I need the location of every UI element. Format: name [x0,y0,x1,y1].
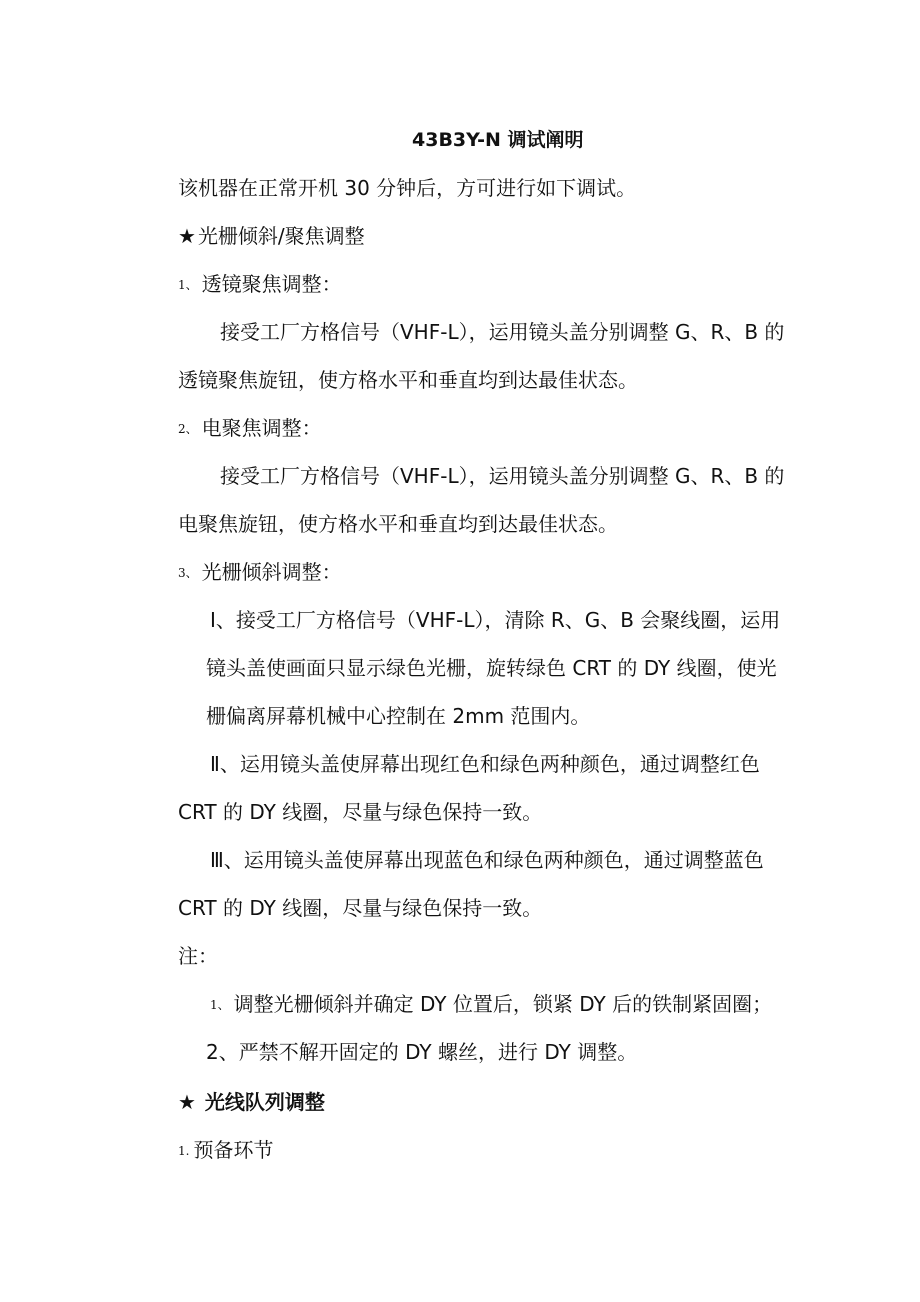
item2-body-line1: 接受工厂方格信号（VHF-L），运用镜头盖分别调整 G、R、B 的 [220,464,785,488]
item-title: 电聚焦调整： [201,416,322,440]
item-number: 3、 [178,566,198,580]
section1-heading [178,222,365,250]
section2-heading [178,1088,325,1116]
section2-item1 [178,1136,273,1165]
item1-heading [178,270,342,299]
intro-paragraph: 该机器在正常开机 30 分钟后，方可进行如下调试。 [178,176,637,200]
item-title: 预备环节 [193,1138,274,1162]
star-icon: ★ [178,1090,196,1114]
star-icon: ★ [178,224,196,248]
item-number: 1. [178,1144,190,1158]
item2-heading [178,414,322,443]
document-title: 43B3Y-N 调试阐明 [412,129,584,151]
item1-body-line1: 接受工厂方格信号（VHF-L），运用镜头盖分别调整 G、R、B 的 [220,320,785,344]
subitem-ii-line2: CRT 的 DY 线圈，尽量与绿色保持一致。 [178,800,543,824]
section2-heading-text: 光线队列调整 [204,1090,325,1114]
subitem-ii-line1: Ⅱ、运用镜头盖使屏幕出现红色和绿色两种颜色，通过调整红色 [210,752,760,776]
note-item2: 2、严禁不解开固定的 DY 螺丝，进行 DY 调整。 [206,1040,638,1064]
note-text: 调整光栅倾斜并确定 DY 位置后，锁紧 DY 后的铁制紧固圈； [233,992,773,1016]
subitem-iii-line2: CRT 的 DY 线圈，尽量与绿色保持一致。 [178,896,543,920]
subitem-iii-line1: Ⅲ、运用镜头盖使屏幕出现蓝色和绿色两种颜色，通过调整蓝色 [210,848,764,872]
subitem-i-line3: 栅偏离屏幕机械中心控制在 2mm 范围内。 [206,704,591,728]
item2-body-line2: 电聚焦旋钮，使方格水平和垂直均到达最佳状态。 [178,512,618,536]
note-label: 注： [178,944,218,968]
note-number: 1、 [210,998,230,1012]
item-title: 透镜聚焦调整： [201,272,342,296]
section1-heading-text: 光栅倾斜/聚焦调整 [197,224,365,248]
item-number: 1、 [178,278,198,292]
item-title: 光栅倾斜调整： [201,560,342,584]
item-number: 2、 [178,422,198,436]
subitem-i-line1: Ⅰ、接受工厂方格信号（VHF-L），清除 R、G、B 会聚线圈，运用 [210,608,781,632]
note-item1 [210,990,772,1019]
subitem-i-line2: 镜头盖使画面只显示绿色光栅，旋转绿色 CRT 的 DY 线圈，使光 [206,656,777,680]
item3-heading [178,558,342,587]
item1-body-line2: 透镜聚焦旋钮，使方格水平和垂直均到达最佳状态。 [178,368,638,392]
